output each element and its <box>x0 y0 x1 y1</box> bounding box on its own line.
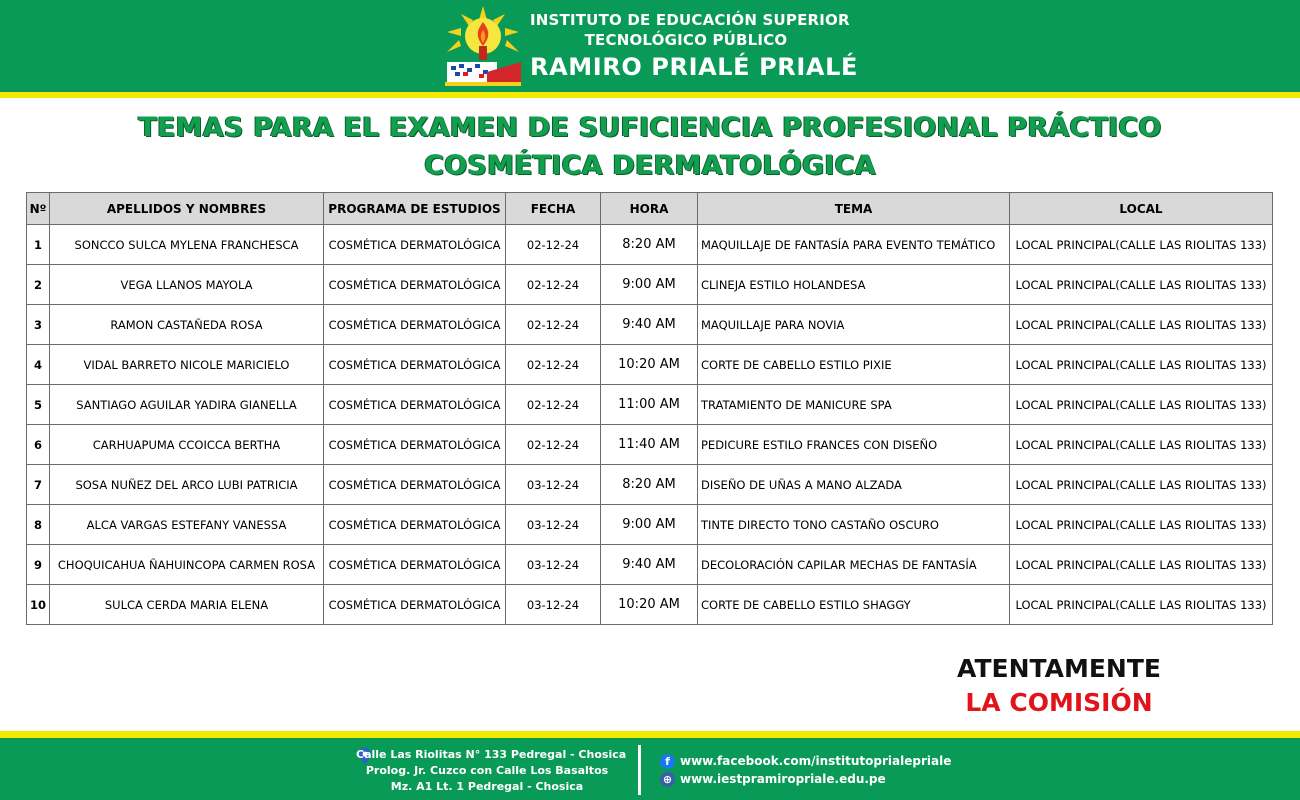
address-line-3: Mz. A1 Lt. 1 Pedregal - Chosica <box>390 780 584 793</box>
study-program: COSMÉTICA DERMATOLÓGICA <box>324 225 506 265</box>
exam-time: 9:40 AM <box>601 545 698 585</box>
exam-time: 10:20 AM <box>601 345 698 385</box>
row-number: 10 <box>27 585 50 625</box>
footer-divider <box>638 745 641 795</box>
institution-line-2: TECNOLÓGICO PÚBLICO <box>584 31 788 49</box>
exam-schedule-table <box>26 192 1273 625</box>
table-row <box>27 265 1273 305</box>
exam-topic: CLINEJA ESTILO HOLANDESA <box>698 265 1010 305</box>
exam-date: 02-12-24 <box>506 225 601 265</box>
closing-atentamente: ATENTAMENTE <box>957 654 1161 683</box>
website-url: www.iestpramiropriale.edu.pe <box>680 772 886 786</box>
header-stripe <box>0 92 1300 98</box>
student-name: CHOQUICAHUA ÑAHUINCOPA CARMEN ROSA <box>50 545 324 585</box>
row-number: 4 <box>27 345 50 385</box>
student-name: SOSA NUÑEZ DEL ARCO LUBI PATRICIA <box>50 465 324 505</box>
facebook-icon: f <box>660 754 675 769</box>
study-program: COSMÉTICA DERMATOLÓGICA <box>324 465 506 505</box>
exam-date: 03-12-24 <box>506 545 601 585</box>
table-row <box>27 505 1273 545</box>
column-header-topic: TEMA <box>698 193 1010 225</box>
exam-time: 9:00 AM <box>601 265 698 305</box>
study-program: COSMÉTICA DERMATOLÓGICA <box>324 425 506 465</box>
table-row <box>27 545 1273 585</box>
student-name: SONCCO SULCA MYLENA FRANCHESCA <box>50 225 324 265</box>
exam-time: 8:20 AM <box>601 465 698 505</box>
exam-topic: DISEÑO DE UÑAS A MANO ALZADA <box>698 465 1010 505</box>
table-row <box>27 345 1273 385</box>
facebook-url: www.facebook.com/institutoprialepriale <box>680 754 952 768</box>
institution-line-3: RAMIRO PRIALÉ PRIALÉ <box>530 53 858 81</box>
exam-location: LOCAL PRINCIPAL(CALLE LAS RIOLITAS 133) <box>1010 545 1273 585</box>
institution-name <box>530 10 858 82</box>
exam-time: 9:00 AM <box>601 505 698 545</box>
exam-location: LOCAL PRINCIPAL(CALLE LAS RIOLITAS 133) <box>1010 465 1273 505</box>
exam-location: LOCAL PRINCIPAL(CALLE LAS RIOLITAS 133) <box>1010 425 1273 465</box>
table-header-row <box>27 193 1273 225</box>
study-program: COSMÉTICA DERMATOLÓGICA <box>324 265 506 305</box>
table-row <box>27 465 1273 505</box>
row-number: 2 <box>27 265 50 305</box>
row-number: 6 <box>27 425 50 465</box>
exam-time: 9:40 AM <box>601 305 698 345</box>
exam-location: LOCAL PRINCIPAL(CALLE LAS RIOLITAS 133) <box>1010 345 1273 385</box>
table-row <box>27 385 1273 425</box>
footer-bar <box>0 738 1300 800</box>
exam-topic: PEDICURE ESTILO FRANCES CON DISEÑO <box>698 425 1010 465</box>
globe-icon: ⊕ <box>660 772 675 787</box>
column-header-name: APELLIDOS Y NOMBRES <box>50 193 324 225</box>
closing-signature: LA COMISIÓN <box>965 688 1153 717</box>
institution-line-1: INSTITUTO DE EDUCACIÓN SUPERIOR <box>530 11 850 29</box>
student-name: SANTIAGO AGUILAR YADIRA GIANELLA <box>50 385 324 425</box>
study-program: COSMÉTICA DERMATOLÓGICA <box>324 585 506 625</box>
table-row <box>27 225 1273 265</box>
table-row <box>27 425 1273 465</box>
exam-date: 02-12-24 <box>506 385 601 425</box>
exam-location: LOCAL PRINCIPAL(CALLE LAS RIOLITAS 133) <box>1010 585 1273 625</box>
address-line-2: Prolog. Jr. Cuzco con Calle Los Basaltos <box>365 764 609 777</box>
study-program: COSMÉTICA DERMATOLÓGICA <box>324 385 506 425</box>
document-subtitle: COSMÉTICA DERMATOLÓGICA <box>424 150 876 181</box>
column-header-program: PROGRAMA DE ESTUDIOS <box>324 193 506 225</box>
exam-date: 02-12-24 <box>506 425 601 465</box>
address-line-1: Calle Las Riolitas N° 133 Pedregal - Chosica <box>356 748 627 761</box>
exam-topic: CORTE DE CABELLO ESTILO SHAGGY <box>698 585 1010 625</box>
website-link[interactable] <box>660 770 886 788</box>
exam-location: LOCAL PRINCIPAL(CALLE LAS RIOLITAS 133) <box>1010 505 1273 545</box>
exam-topic: MAQUILLAJE DE FANTASÍA PARA EVENTO TEMÁTICO <box>698 225 1010 265</box>
study-program: COSMÉTICA DERMATOLÓGICA <box>324 305 506 345</box>
student-name: RAMON CASTAÑEDA ROSA <box>50 305 324 345</box>
exam-topic: TRATAMIENTO DE MANICURE SPA <box>698 385 1010 425</box>
student-name: CARHUAPUMA CCOICCA BERTHA <box>50 425 324 465</box>
exam-date: 02-12-24 <box>506 265 601 305</box>
row-number: 1 <box>27 225 50 265</box>
table-row <box>27 305 1273 345</box>
exam-date: 03-12-24 <box>506 585 601 625</box>
document-title: TEMAS PARA EL EXAMEN DE SUFICIENCIA PROFESIONAL PRÁCTICO <box>138 112 1162 143</box>
exam-date: 03-12-24 <box>506 505 601 545</box>
study-program: COSMÉTICA DERMATOLÓGICA <box>324 345 506 385</box>
exam-time: 10:20 AM <box>601 585 698 625</box>
exam-topic: CORTE DE CABELLO ESTILO PIXIE <box>698 345 1010 385</box>
row-number: 5 <box>27 385 50 425</box>
student-name: VEGA LLANOS MAYOLA <box>50 265 324 305</box>
study-program: COSMÉTICA DERMATOLÓGICA <box>324 505 506 545</box>
row-number: 9 <box>27 545 50 585</box>
study-program: COSMÉTICA DERMATOLÓGICA <box>324 545 506 585</box>
column-header-location: LOCAL <box>1010 193 1273 225</box>
student-name: ALCA VARGAS ESTEFANY VANESSA <box>50 505 324 545</box>
exam-location: LOCAL PRINCIPAL(CALLE LAS RIOLITAS 133) <box>1010 305 1273 345</box>
row-number: 3 <box>27 305 50 345</box>
column-header-date: FECHA <box>506 193 601 225</box>
exam-time: 11:40 AM <box>601 425 698 465</box>
column-header-number: Nº <box>27 193 50 225</box>
exam-date: 02-12-24 <box>506 345 601 385</box>
exam-topic: MAQUILLAJE PARA NOVIA <box>698 305 1010 345</box>
footer-address <box>356 747 627 795</box>
row-number: 8 <box>27 505 50 545</box>
facebook-link[interactable] <box>660 752 951 770</box>
table-row <box>27 585 1273 625</box>
exam-time: 11:00 AM <box>601 385 698 425</box>
exam-location: LOCAL PRINCIPAL(CALLE LAS RIOLITAS 133) <box>1010 385 1273 425</box>
exam-location: LOCAL PRINCIPAL(CALLE LAS RIOLITAS 133) <box>1010 265 1273 305</box>
exam-topic: DECOLORACIÓN CAPILAR MECHAS DE FANTASÍA <box>698 545 1010 585</box>
footer-stripe <box>0 731 1300 738</box>
row-number: 7 <box>27 465 50 505</box>
exam-date: 02-12-24 <box>506 305 601 345</box>
column-header-time: HORA <box>601 193 698 225</box>
student-name: VIDAL BARRETO NICOLE MARICIELO <box>50 345 324 385</box>
student-name: SULCA CERDA MARIA ELENA <box>50 585 324 625</box>
exam-location: LOCAL PRINCIPAL(CALLE LAS RIOLITAS 133) <box>1010 225 1273 265</box>
torch-sun-logo-icon <box>443 6 523 88</box>
exam-topic: TINTE DIRECTO TONO CASTAÑO OSCURO <box>698 505 1010 545</box>
exam-time: 8:20 AM <box>601 225 698 265</box>
exam-date: 03-12-24 <box>506 465 601 505</box>
